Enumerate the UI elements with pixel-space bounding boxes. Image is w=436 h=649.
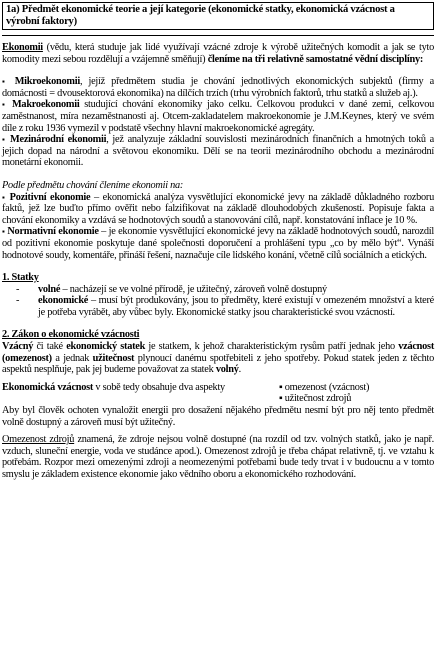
term-uzitecnost: užitečnost bbox=[92, 352, 135, 364]
discipline-item bbox=[2, 76, 434, 99]
subject-item bbox=[2, 192, 434, 227]
discipline-text: studující chování ekonomiky jako celku. Celkovou produkci v dané zemi, celkovou zaměstnanost, míra nezaměstnanosti aj. Otcem-zakladatelem makroekonomie je J.M.Keynes, který ve svém díle z roku 1936 vymezil v podstatě všechny hlavní makroekonomické agregáty. bbox=[2, 99, 434, 134]
aspect-item: ▪ omezenost (vzácnost) bbox=[279, 381, 370, 393]
bullet-square-icon: ▪ bbox=[2, 77, 9, 87]
limited-resources-paragraph bbox=[2, 434, 434, 480]
term-vzacnost: vzácnost (omezenost) bbox=[2, 341, 434, 364]
dash-marker: - bbox=[16, 283, 20, 295]
subject-text: – je ekonomie vysvětlující ekonomické jevy na základě hodnotových soudů, narozdíl od pozitivní ekonomie poskytuje dané společnosti doporučení a prohlášení typu „co by mělo být“. Vynáší hodnotové soudy, komentáře, přináší řešení, naznačuje cíle lidského konání, včetně cílů sociálních a etických. bbox=[2, 226, 434, 261]
dash-marker: - bbox=[16, 295, 20, 307]
text-run: a jednak bbox=[51, 352, 93, 364]
intro-paragraph bbox=[2, 42, 434, 65]
bullet-square-icon: ▪ bbox=[2, 100, 8, 110]
aspects-lead-bold: Ekonomická vzácnost bbox=[2, 381, 94, 393]
statky-item bbox=[2, 284, 434, 296]
aspects-row bbox=[2, 382, 434, 405]
discipline-term: Mezinárodní ekonomii bbox=[10, 134, 107, 146]
statky-text: – nacházejí se ve volné přírodě, je užitečný, zároveň volně dostupný bbox=[60, 283, 327, 295]
effort-paragraph: Aby byl člověk ochoten vynaložit energii pro dosažení nějakého předmětu nesmí být pro něj tento předmět volně dostupný a zároveň musí být užitečný. bbox=[2, 405, 434, 428]
term-ekonomicky-statek: ekonomický statek bbox=[66, 341, 146, 353]
bullet-square-icon: ▪ bbox=[2, 227, 5, 237]
statky-term: volné bbox=[38, 283, 61, 295]
subject-term: Normativní ekonomie bbox=[7, 226, 99, 238]
title-box bbox=[2, 2, 434, 30]
statky-term: ekonomické bbox=[38, 295, 89, 307]
text-run: plynoucí danému spotřebiteli z jeho spotřeby. Pokud statek jeden z těchto aspektů nesplňuje, pak jej budeme považovat za statek bbox=[2, 352, 434, 376]
intro-bold-tail: členíme na tři relativně samostatné vědní disciplíny: bbox=[207, 53, 424, 65]
spacer bbox=[2, 318, 434, 329]
statky-item bbox=[2, 295, 434, 318]
discipline-text: , jež analyzuje základní souvislosti mezinárodních finančních a hmotných toků a jejich dopad na národní a světovou ekonomiku. Dělí se na teorii mezinárodního obchodu a mezinárodní monetární ekonomii. bbox=[2, 134, 434, 169]
spacer bbox=[2, 261, 434, 272]
spacer bbox=[2, 169, 434, 180]
omezenost-term: Omezenost zdrojů bbox=[2, 434, 75, 446]
term-vzacny: Vzácný bbox=[2, 341, 34, 353]
intro-term: Ekonomii bbox=[2, 42, 43, 53]
discipline-item bbox=[2, 99, 434, 134]
discipline-item bbox=[2, 134, 434, 169]
document-page bbox=[2, 2, 434, 645]
discipline-text: , jejíž předmětem studia je chování jednotlivých ekonomických subjektů (firmy a domácnosti = dvousektorová ekonomika) na dílčích trzích (trhu výrobních faktorů, trhu statků a služeb aj.). bbox=[2, 76, 434, 99]
text-run: . bbox=[238, 364, 241, 376]
document-title: 1a) Předmět ekonomické teorie a její kategorie (ekonomické statky, ekonomická vzácnost a výrobní faktory) bbox=[6, 4, 395, 27]
subject-heading: Podle předmětu chování členíme ekonomii na: bbox=[2, 179, 184, 191]
text-run: je statkem, k jehož charakteristickým rysům patří jednak jeho bbox=[145, 341, 399, 353]
text-run: či také bbox=[33, 341, 67, 353]
aspect-item: ▪ užitečnost zdrojů bbox=[279, 393, 352, 405]
section1-heading: 1. Statky bbox=[2, 272, 39, 284]
subject-term: Pozitivní ekonomie bbox=[9, 191, 91, 203]
bullet-square-icon: ▪ bbox=[2, 135, 7, 145]
intro-text: (vědu, která studuje jak lidé využívají vzácné zdroje k výrobě užitečných komodit a jak se tyto komodity mezi sebou rozdělují a vzájemně směňují) bbox=[2, 42, 434, 65]
spacer bbox=[2, 65, 434, 76]
omezenost-text: znamená, že zdroje nejsou volně dostupné (na rozdíl od tzv. volných statků, jako je např. vzduch, sluneční energie, voda ve studánce apod.). Omezenost zdrojů je třeba chápat relativně, tj. ve vztahu k potřebám. Rozpor mezi omezenými zdroji a neomezenými potřebami bude tedy trvat i v budoucnu a v tomto smyslu je základem existence ekonomie jako vědního oboru a ekonomického rozhodování. bbox=[2, 434, 435, 480]
section2-heading: 2. Zákon o ekonomické vzácnosti bbox=[2, 329, 140, 341]
discipline-term: Mikroekonomii bbox=[14, 76, 80, 88]
bullet-square-icon: ▪ bbox=[2, 192, 6, 202]
statky-text: – musí být produkovány, jsou to předměty, které existují v omezeném množství a které je potřeba vyrábět, aby vůbec byly. Ekonomické statky jsou charakteristické svou vzácností. bbox=[38, 295, 434, 318]
subject-text: – ekonomická analýza vysvětlující ekonomické jevy na základě důkladného rozboru faktů, jež lze buďto přímo ověřit nebo falzifikovat na základě dlouhodobých zkušeností. Popisuje fakta a chování ekonomiky a vzdává se hodnotových soudů a stanovování cílů, např. konstatování inflace je 10 %. bbox=[2, 191, 435, 226]
term-volny: volný bbox=[215, 364, 239, 376]
scarcity-paragraph bbox=[2, 341, 434, 376]
aspects-lead: v sobě tedy obsahuje dva aspekty bbox=[93, 381, 225, 393]
divider bbox=[2, 35, 434, 36]
discipline-term: Makroekonomii bbox=[11, 99, 80, 111]
subject-item bbox=[2, 226, 434, 261]
